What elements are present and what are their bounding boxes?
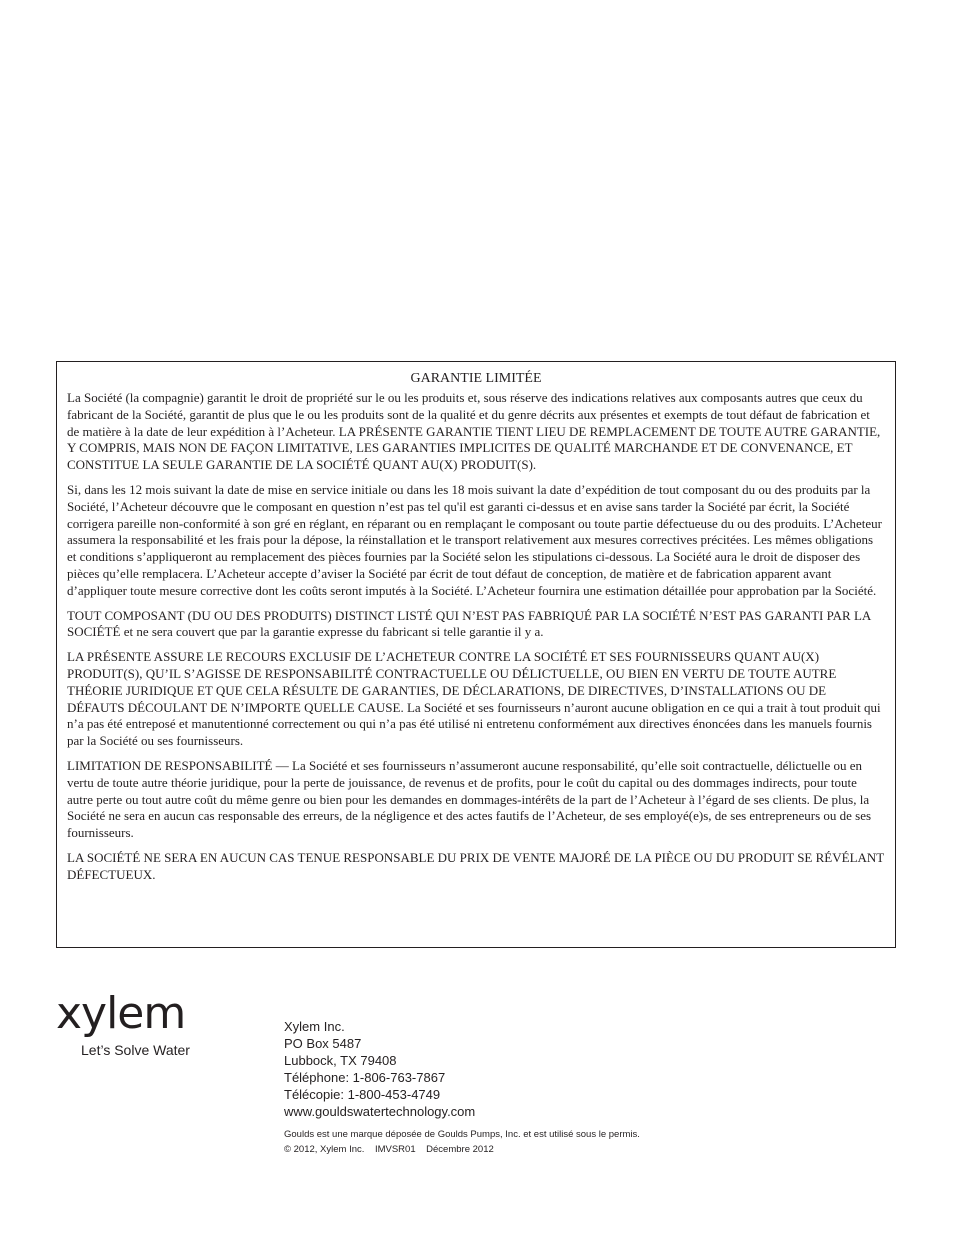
address-phone: Téléphone: 1-806-763-7867 [284,1070,446,1085]
logo-tagline: Let’s Solve Water [81,1042,190,1058]
limited-warranty-box [56,361,896,948]
address-website: www.gouldswatertechnology.com [284,1104,476,1119]
warranty-paragraph-defect-period: Si, dans les 12 mois suivant la date de mise en service initiale ou dans les 18 mois suivant la date d’expédition de tout composant du ou des produits par la Société, l’Acheteur découvre que le composant en question n’est pas tel qu'il est garanti ci-dessus et en avise sans tarder la Société par écrit, la Société corrigera pareille non-conformité à son gré en réglant, en réparant ou en remplaçant le composant ou toute partie défectueuse du ou des produits. L’Acheteur assumera la responsabilité et les frais pour la dépose, la réinstallation et le transport relativement aux mesures correctives précitées. Les mêmes obligations et conditions s’appliqueront au remplacement des pièces fournies par la Société selon les stipulations ci-dessous. La Société aura le droit de disposer des pièces qu’elle remplacera. L’Acheteur accepte d’aviser la Société par écrit de tout défaut de conception, de matière et de fabrication apparent avant d’appliquer toute mesure corrective dont les coûts seront imputés à la Société. L’Acheteur fournira une estimation détaillée pour approbation par la Société. [67,481,882,598]
trademark-notice: Goulds est une marque déposée de Goulds Pumps, Inc. et est utilisé sous le permis. [284,1129,640,1140]
warranty-paragraph-markup-exclusion: LA SOCIÉTÉ NE SERA EN AUCUN CAS TENUE RESPONSABLE DU PRIX DE VENTE MAJORÉ DE LA PIÈCE OU DU PRODUIT SE RÉVÉLANT DÉFECTUEUX. [67,849,884,882]
copyright-line: © 2012, Xylem Inc. IMVSR01 Décembre 2012 [284,1144,494,1155]
warranty-title: GARANTIE LIMITÉE [410,371,542,386]
warranty-paragraph-third-party-components: TOUT COMPOSANT (DU OU DES PRODUITS) DISTINCT LISTÉ QUI N’EST PAS FABRIQUÉ PAR LA SOCIÉTÉ N’EST PAS GARANTI PAR LA SOCIÉTÉ et ne sera couvert que par la garantie expresse du fabricant si telle garantie il y a. [67,607,871,640]
xylem-logo [56,988,236,1063]
warranty-paragraph-exclusive-remedy: LA PRÉSENTE ASSURE LE RECOURS EXCLUSIF DE L’ACHETEUR CONTRE LA SOCIÉTÉ ET SES FOURNISSEURS QUANT AU(X) PRODUIT(S), QU’IL S’AGISSE DE RESPONSABILITÉ CONTRACTUELLE OU DÉLICTUELLE, OU BIEN EN VERTU DE TOUTE AUTRE THÉORIE JURIDIQUE ET QUE CELA RÉSULTE DE GARANTIES, DE DÉCLARATIONS, DE DIRECTIVES, D’INSTALLATIONS OU DE DÉFAUTS DÉCOULANT DE N’IMPORTE QUELLE CAUSE. La Société et ses fournisseurs n’auront aucune obligation en ce qui a trait à tout produit qui n’a pas été entreposé et manutentionné correctement ou qui n’a pas été utilisé ni entretenu conformément aux directives énoncées dans les manuels fournis par la Société ou ses fournisseurs. [67,649,881,749]
address-company-name: Xylem Inc. [284,1019,345,1034]
warranty-paragraph-limitation-of-liability: LIMITATION DE RESPONSABILITÉ — La Société et ses fournisseurs n’assumeront aucune responsabilité, qu’elle soit contractuelle, délictuelle ou en vertu de toute autre théorie juridique, pour la perte de jouissance, de revenus et de profits, pour le coût du capital ou des dommages indirects, pour toute autre perte ou tout autre coût du même genre ou bien pour les demandes en dommages-intérêts de la part de l’Acheteur à l’égard de ses clients. De plus, la Société ne sera en aucun cas responsable des erreurs, de la négligence et des actes fautifs de l’Acheteur, de ses employé(e)s, de ses entrepreneurs ou de ses fournisseurs. [67,757,872,841]
warranty-paragraph-ownership: La Société (la compagnie) garantit le droit de propriété sur le ou les produits et, sous réserve des indications relatives aux composants autres que ceux du fabricant de la Société, garantit de plus que le ou les produits sont de la qualité et du genre décrits aux présentes et exempts de tout défaut de fabrication et de matière à la date de leur expédition à l’Acheteur. LA PRÉSENTE GARANTIE TIENT LIEU DE REMPLACEMENT DE TOUTE AUTRE GARANTIE, Y COMPRIS, MAIS NON DE FAÇON LIMITATIVE, LES GARANTIES IMPLICITES DE QUALITÉ MARCHANDE ET DE CONVENANCE, ET CONSTITUE LA SEULE GARANTIE DE LA SOCIÉTÉ QUANT AU(X) PRODUIT(S). [67,390,881,473]
address-city-state: Lubbock, TX 79408 [284,1053,397,1068]
address-po-box: PO Box 5487 [284,1036,362,1051]
company-address [284,1018,475,1120]
legal-fineprint [284,1127,640,1157]
logo-wordmark: xylem [56,988,186,1039]
address-fax: Télécopie: 1-800-453-4749 [284,1087,441,1102]
